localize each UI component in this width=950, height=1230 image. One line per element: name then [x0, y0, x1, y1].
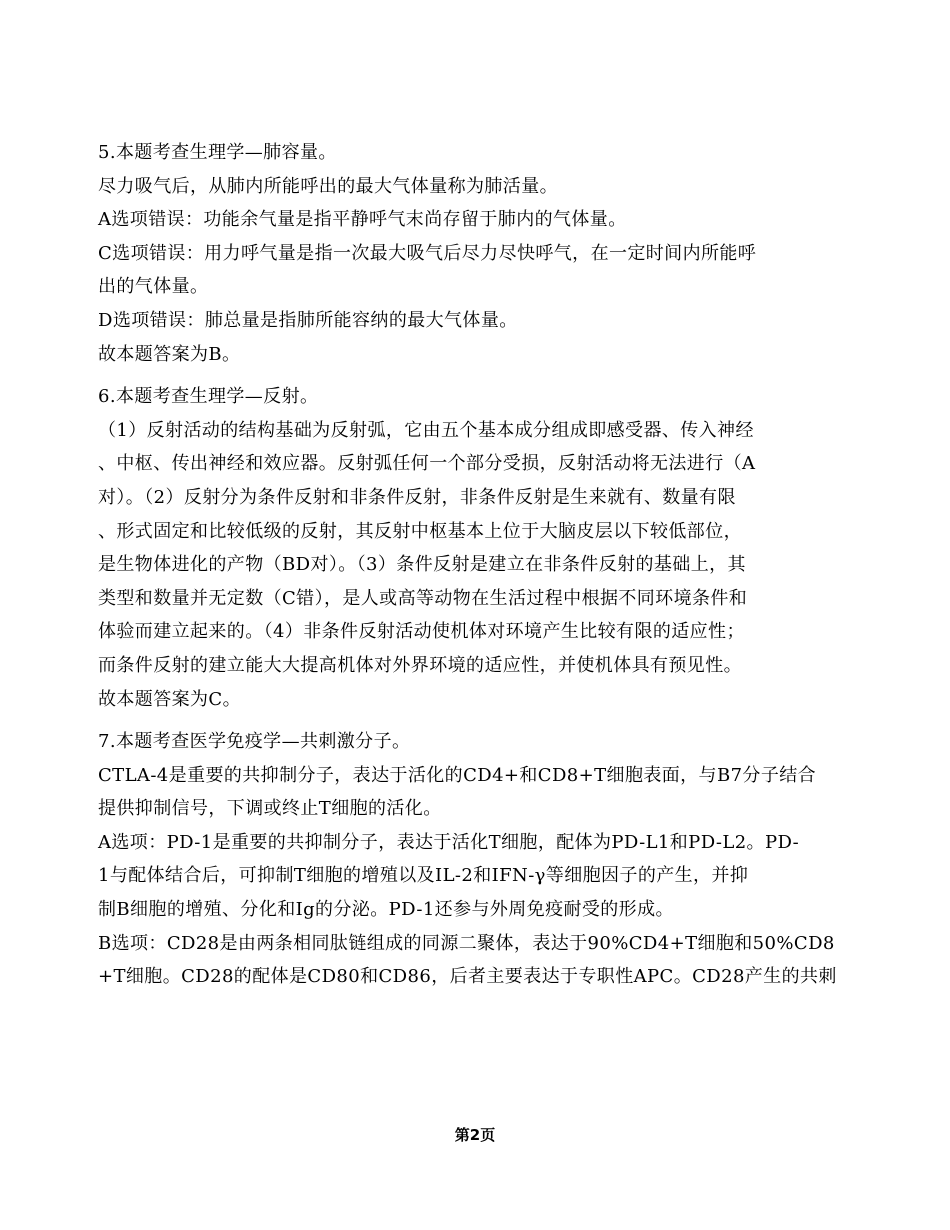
paragraph-line: B选项：CD28是由两条相同肽链组成的同源二聚体，表达于90%CD4+T细胞和50%CD8: [98, 932, 835, 954]
paragraph-line: C选项错误：用力呼气量是指一次最大吸气后尽力尽快呼气，在一定时间内所能呼: [98, 242, 757, 264]
page-number: 第2页: [454, 1126, 496, 1144]
paragraph-line: A选项：PD-1是重要的共抑制分子，表达于活化T细胞，配体为PD-L1和PD-L2。PD-: [98, 831, 800, 853]
section-heading: 5.本题考查生理学—肺容量。: [98, 142, 337, 163]
paragraph-line: 是生物体进化的产物（BD对）。（3）条件反射是建立在非条件反射的基础上，其: [98, 554, 746, 576]
answer-section-q6: [98, 380, 868, 716]
answer-section-q7: [98, 725, 868, 994]
paragraph-line: 出的气体量。: [98, 276, 209, 298]
paragraph-line: 、形式固定和比较低级的反射，其反射中枢基本上位于大脑皮层以下较低部位，: [98, 520, 742, 542]
paragraph-line: 尽力吸气后，从肺内所能呼出的最大气体量称为肺活量。: [98, 175, 558, 197]
paragraph-line: 1与配体结合后，可抑制T细胞的增殖以及IL-2和IFN-γ等细胞因子的产生，并抑: [98, 865, 749, 887]
paragraph-line: 提供抑制信号，下调或终止T细胞的活化。: [98, 798, 442, 820]
answer-line: 故本题答案为B。: [98, 343, 241, 365]
section-heading: 6.本题考查生理学—反射。: [98, 386, 319, 408]
document-body: [98, 136, 868, 994]
section-heading: 7.本题考查医学免疫学—共刺激分子。: [98, 731, 411, 753]
answer-section-q5: [98, 136, 868, 371]
paragraph-line: 体验而建立起来的。（4）非条件反射活动使机体对环境产生比较有限的适应性；: [98, 621, 745, 643]
answer-line: 故本题答案为C。: [98, 688, 241, 710]
paragraph-line: 制B细胞的增殖、分化和Ig的分泌。PD-1还参与外周免疫耐受的形成。: [98, 899, 674, 921]
paragraph-line: D选项错误：肺总量是指肺所能容纳的最大气体量。: [98, 309, 518, 331]
paragraph-line: 对）。（2）反射分为条件反射和非条件反射，非条件反射是生来就有、数量有限: [98, 486, 736, 508]
paragraph-line: A选项错误：功能余气量是指平静呼气末尚存留于肺内的气体量。: [98, 209, 627, 231]
paragraph-line: +T细胞。CD28的配体是CD80和CD86，后者主要表达于专职性APC。CD28产生的共刺: [98, 966, 837, 988]
paragraph-line: （1）反射活动的结构基础为反射弧，它由五个基本成分组成即感受器、传入神经: [98, 419, 754, 441]
section-gap: [98, 716, 868, 725]
section-gap: [98, 371, 868, 380]
paragraph-line: CTLA-4是重要的共抑制分子，表达于活化的CD4+和CD8+T细胞表面，与B7分子结合: [98, 764, 817, 786]
paragraph-line: 、中枢、传出神经和效应器。反射弧任何一个部分受损，反射活动将无法进行（A: [98, 453, 756, 475]
paragraph-line: 类型和数量并无定数（C错），是人或高等动物在生活过程中根据不同环境条件和: [98, 587, 748, 609]
paragraph-line: 而条件反射的建立能大大提高机体对外界环境的适应性，并使机体具有预见性。: [98, 654, 742, 676]
